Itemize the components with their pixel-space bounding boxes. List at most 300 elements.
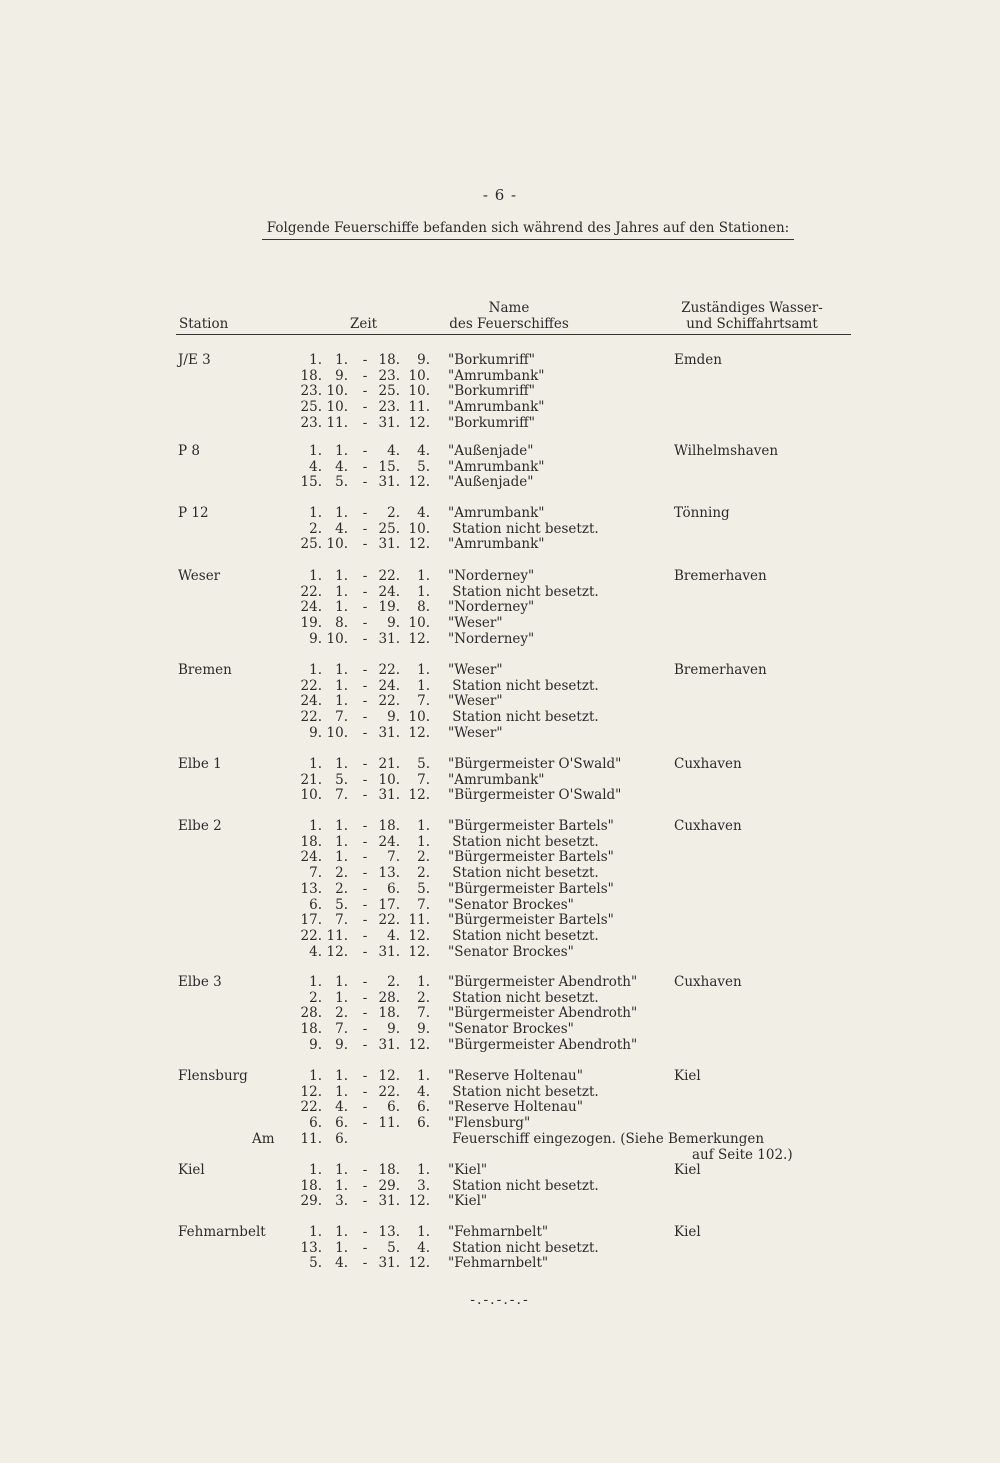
start-day: 1. (309, 568, 322, 584)
table-row (0, 1005, 1000, 1021)
start-month: 6. (335, 1130, 348, 1147)
start-day: 18. (300, 1177, 322, 1194)
start-month: 7. (335, 709, 348, 726)
start-month: 10. (326, 383, 348, 400)
ship-name: "Bürgermeister Bartels" (448, 880, 614, 897)
end-day: 9. (387, 1021, 400, 1038)
end-day: 21. (378, 756, 400, 772)
start-day: 1. (309, 1068, 322, 1084)
date-dash: - (362, 520, 368, 537)
table-row (0, 415, 1000, 431)
end-month: 1. (417, 662, 430, 678)
start-day: 24. (300, 599, 322, 616)
ship-name: "Amrumbank" (448, 505, 545, 521)
date-dash: - (362, 1099, 368, 1116)
end-day: 22. (378, 662, 400, 678)
end-day: 23. (378, 367, 400, 384)
start-month: 10. (326, 399, 348, 416)
start-day: 6. (309, 1115, 322, 1132)
page-heading: Folgende Feuerschiffe befanden sich während des Jahres auf den Stationen: (262, 220, 794, 240)
table-row (0, 399, 1000, 415)
start-day: 2. (309, 520, 322, 537)
table-row (0, 787, 1000, 803)
start-day: 5. (309, 1255, 322, 1272)
end-day: 18. (378, 818, 400, 834)
date-dash: - (362, 1239, 368, 1256)
end-month: 3. (417, 1177, 430, 1194)
date-dash: - (362, 756, 368, 772)
end-month: 5. (417, 880, 430, 897)
table-row (0, 662, 1000, 678)
start-month: 5. (335, 474, 348, 491)
station-name: Elbe 3 (178, 974, 222, 990)
table-row (0, 974, 1000, 990)
column-header-amt-line2: und Schiffahrtsamt (686, 316, 818, 332)
date-dash: - (362, 443, 368, 459)
start-month: 10. (326, 630, 348, 647)
ship-name: "Flensburg" (448, 1115, 531, 1132)
station-name: P 8 (178, 443, 200, 459)
end-month: 11. (408, 912, 430, 929)
start-month: 9. (335, 1036, 348, 1053)
table-row (0, 1099, 1000, 1115)
table-row (0, 678, 1000, 694)
end-day: 4. (387, 927, 400, 944)
date-dash: - (362, 1005, 368, 1022)
end-month: 8. (417, 599, 430, 616)
end-month: 12. (408, 630, 430, 647)
start-day: 1. (309, 818, 322, 834)
start-month: 11. (326, 414, 348, 431)
end-day: 29. (378, 1177, 400, 1194)
table-row (0, 631, 1000, 647)
table-row (0, 536, 1000, 552)
end-month: 12. (408, 536, 430, 553)
ship-name: "Bürgermeister Abendroth" (448, 1005, 638, 1022)
start-day: 1. (309, 662, 322, 678)
column-header-name-line2: des Feuerschiffes (449, 316, 569, 332)
start-month: 1. (335, 1162, 348, 1178)
date-dash: - (362, 1021, 368, 1038)
start-month: 1. (335, 756, 348, 772)
table-row (0, 944, 1000, 960)
responsible-office: Cuxhaven (674, 756, 742, 772)
start-day: 7. (309, 865, 322, 882)
start-month: 7. (335, 787, 348, 804)
date-dash: - (362, 865, 368, 882)
end-day: 9. (387, 615, 400, 632)
date-dash: - (362, 367, 368, 384)
start-month: 10. (326, 724, 348, 741)
start-day: 4. (309, 943, 322, 960)
start-day: 18. (300, 1021, 322, 1038)
end-day: 31. (378, 787, 400, 804)
end-month: 4. (417, 1239, 430, 1256)
date-dash: - (362, 505, 368, 521)
table-row (0, 352, 1000, 368)
end-day: 2. (387, 974, 400, 990)
end-day: 31. (378, 414, 400, 431)
ship-name: "Weser" (448, 693, 503, 710)
date-dash: - (362, 896, 368, 913)
end-month: 10. (408, 520, 430, 537)
start-day: 1. (309, 974, 322, 990)
end-month: 7. (417, 896, 430, 913)
date-dash: - (362, 1068, 368, 1084)
ship-name: Station nicht besetzt. (448, 865, 599, 882)
end-month: 2. (417, 865, 430, 882)
date-dash: - (362, 771, 368, 788)
start-month: 1. (335, 989, 348, 1006)
date-dash: - (362, 989, 368, 1006)
end-day: 6. (387, 880, 400, 897)
end-day: 22. (378, 912, 400, 929)
ship-name: Station nicht besetzt. (448, 709, 599, 726)
start-month: 1. (335, 818, 348, 834)
end-month: 7. (417, 1005, 430, 1022)
end-day: 25. (378, 520, 400, 537)
end-month: 6. (417, 1099, 430, 1116)
end-month: 1. (417, 583, 430, 600)
start-day: 23. (300, 383, 322, 400)
responsible-office: Kiel (674, 1224, 701, 1240)
end-mark: -.-.-.-.- (470, 1292, 530, 1308)
start-month: 4. (335, 1255, 348, 1272)
ship-name: "Amrumbank" (448, 367, 545, 384)
date-dash: - (362, 787, 368, 804)
station-name: Flensburg (178, 1068, 248, 1084)
end-day: 23. (378, 399, 400, 416)
end-month: 10. (408, 615, 430, 632)
ship-name: "Senator Brockes" (448, 896, 574, 913)
start-day: 10. (300, 787, 322, 804)
end-day: 24. (378, 833, 400, 850)
date-dash: - (362, 1193, 368, 1210)
date-dash: - (362, 662, 368, 678)
end-day: 31. (378, 630, 400, 647)
table-row (0, 1224, 1000, 1240)
ship-name: "Bürgermeister Bartels" (448, 818, 614, 834)
ship-name: Station nicht besetzt. (448, 677, 599, 694)
date-dash: - (362, 474, 368, 491)
start-day: 29. (300, 1193, 322, 1210)
ship-name: Station nicht besetzt. (448, 1083, 599, 1100)
start-month: 1. (335, 1239, 348, 1256)
end-month: 1. (417, 1162, 430, 1178)
table-row (0, 1255, 1000, 1271)
start-month: 1. (335, 1083, 348, 1100)
table-row (0, 584, 1000, 600)
end-month: 1. (417, 1068, 430, 1084)
end-day: 13. (378, 1224, 400, 1240)
table-row (0, 1193, 1000, 1209)
table-row (0, 1037, 1000, 1053)
end-month: 12. (408, 1036, 430, 1053)
end-day: 7. (387, 849, 400, 866)
end-day: 28. (378, 989, 400, 1006)
end-day: 13. (378, 865, 400, 882)
start-day: 23. (300, 414, 322, 431)
table-row (0, 865, 1000, 881)
date-dash: - (362, 912, 368, 929)
end-month: 1. (417, 677, 430, 694)
date-dash: - (362, 1224, 368, 1240)
page-number: - 6 - (482, 186, 518, 204)
ship-name: "Norderney" (448, 630, 535, 647)
table-row (0, 474, 1000, 490)
end-month: 10. (408, 709, 430, 726)
ship-name: "Amrumbank" (448, 536, 545, 553)
start-day: 9. (309, 724, 322, 741)
ship-name: "Amrumbank" (448, 458, 545, 475)
column-header-amt-line1: Zuständiges Wasser- (681, 300, 823, 316)
end-day: 12. (378, 1068, 400, 1084)
end-month: 9. (417, 1021, 430, 1038)
table-row (0, 443, 1000, 459)
ship-name: "Borkumriff" (448, 414, 535, 431)
date-dash: - (362, 974, 368, 990)
end-day: 24. (378, 583, 400, 600)
start-day: 6. (309, 896, 322, 913)
end-day: 17. (378, 896, 400, 913)
responsible-office: Bremerhaven (674, 662, 767, 678)
start-day: 22. (300, 1099, 322, 1116)
table-row (0, 897, 1000, 913)
start-day: 18. (300, 833, 322, 850)
ship-name: "Kiel" (448, 1162, 488, 1178)
start-day: 15. (300, 474, 322, 491)
end-month: 2. (417, 849, 430, 866)
ship-name: Station nicht besetzt. (448, 927, 599, 944)
start-day: 4. (309, 458, 322, 475)
ship-name: Station nicht besetzt. (448, 989, 599, 1006)
date-prefix: Am (252, 1130, 275, 1147)
date-dash: - (362, 1255, 368, 1272)
responsible-office: Kiel (674, 1068, 701, 1084)
ship-name: "Weser" (448, 615, 503, 632)
date-dash: - (362, 1083, 368, 1100)
ship-name: "Amrumbank" (448, 771, 545, 788)
start-month: 1. (335, 568, 348, 584)
table-row (0, 1021, 1000, 1037)
end-month: 9. (417, 352, 430, 368)
ship-name: "Reserve Holtenau" (448, 1099, 583, 1116)
start-day: 13. (300, 1239, 322, 1256)
start-day: 11. (300, 1130, 322, 1147)
date-dash: - (362, 1115, 368, 1132)
start-month: 1. (335, 443, 348, 459)
end-month: 1. (417, 818, 430, 834)
end-day: 10. (378, 771, 400, 788)
station-name: Kiel (178, 1162, 205, 1178)
end-month: 4. (417, 505, 430, 521)
start-month: 7. (335, 1021, 348, 1038)
start-month: 1. (335, 849, 348, 866)
date-dash: - (362, 693, 368, 710)
start-month: 4. (335, 458, 348, 475)
start-month: 1. (335, 833, 348, 850)
date-dash: - (362, 615, 368, 632)
start-month: 1. (335, 599, 348, 616)
table-row (0, 383, 1000, 399)
end-day: 4. (387, 443, 400, 459)
end-day: 5. (387, 1239, 400, 1256)
table-row (0, 1115, 1000, 1131)
end-day: 31. (378, 536, 400, 553)
column-header-name-line1: Name (488, 300, 530, 316)
start-month: 1. (335, 974, 348, 990)
table-row (0, 709, 1000, 725)
date-dash: - (362, 536, 368, 553)
end-month: 12. (408, 474, 430, 491)
end-day: 31. (378, 1255, 400, 1272)
date-dash: - (362, 943, 368, 960)
date-dash: - (362, 399, 368, 416)
start-day: 12. (300, 1083, 322, 1100)
table-row (0, 368, 1000, 384)
responsible-office: Cuxhaven (674, 974, 742, 990)
end-day: 25. (378, 383, 400, 400)
start-month: 10. (326, 536, 348, 553)
start-month: 5. (335, 771, 348, 788)
table-row (0, 521, 1000, 537)
ship-name: "Bürgermeister Bartels" (448, 849, 614, 866)
ship-name: "Reserve Holtenau" (448, 1068, 583, 1084)
ship-name: "Fehmarnbelt" (448, 1224, 549, 1240)
end-day: 18. (378, 1005, 400, 1022)
end-day: 31. (378, 1036, 400, 1053)
start-day: 24. (300, 849, 322, 866)
ship-name: "Bürgermeister O'Swald" (448, 756, 622, 772)
ship-name: "Weser" (448, 724, 503, 741)
date-dash: - (362, 568, 368, 584)
ship-name: "Norderney" (448, 568, 535, 584)
responsible-office: Tönning (674, 505, 730, 521)
end-month: 12. (408, 414, 430, 431)
start-day: 21. (300, 771, 322, 788)
start-day: 1. (309, 1162, 322, 1178)
start-day: 17. (300, 912, 322, 929)
table-row (0, 505, 1000, 521)
ship-name: Station nicht besetzt. (448, 583, 599, 600)
column-header-name (440, 300, 578, 332)
end-month: 12. (408, 787, 430, 804)
date-dash: - (362, 1162, 368, 1178)
date-dash: - (362, 383, 368, 400)
end-month: 2. (417, 989, 430, 1006)
table-row (0, 1068, 1000, 1084)
end-day: 22. (378, 693, 400, 710)
start-day: 1. (309, 443, 322, 459)
ship-name: Station nicht besetzt. (448, 1177, 599, 1194)
start-day: 13. (300, 880, 322, 897)
end-month: 12. (408, 943, 430, 960)
column-header-zeit: Zeit (350, 316, 378, 332)
start-day: 22. (300, 583, 322, 600)
date-dash: - (362, 927, 368, 944)
ship-name: "Fehmarnbelt" (448, 1255, 549, 1272)
end-month: 4. (417, 443, 430, 459)
table-row (0, 912, 1000, 928)
end-month: 1. (417, 568, 430, 584)
end-month: 5. (417, 458, 430, 475)
start-month: 9. (335, 367, 348, 384)
start-day: 1. (309, 352, 322, 368)
ship-name: "Borkumriff" (448, 383, 535, 400)
date-dash: - (362, 630, 368, 647)
ship-name: "Weser" (448, 662, 503, 678)
start-day: 1. (309, 756, 322, 772)
end-day: 22. (378, 568, 400, 584)
end-day: 24. (378, 677, 400, 694)
table-row (0, 772, 1000, 788)
station-name: Elbe 2 (178, 818, 222, 834)
start-month: 5. (335, 896, 348, 913)
date-dash: - (362, 352, 368, 368)
start-day: 9. (309, 1036, 322, 1053)
start-month: 3. (335, 1193, 348, 1210)
start-month: 6. (335, 1115, 348, 1132)
column-header-station: Station (179, 316, 229, 332)
start-month: 4. (335, 1099, 348, 1116)
start-month: 4. (335, 520, 348, 537)
table-row (0, 756, 1000, 772)
remark-continuation: auf Seite 102.) (692, 1146, 793, 1163)
table-row (0, 459, 1000, 475)
start-month: 8. (335, 615, 348, 632)
station-name: Bremen (178, 662, 232, 678)
table-row (0, 568, 1000, 584)
start-day: 22. (300, 709, 322, 726)
start-day: 24. (300, 693, 322, 710)
start-day: 1. (309, 1224, 322, 1240)
date-dash: - (362, 849, 368, 866)
end-month: 10. (408, 367, 430, 384)
start-day: 18. (300, 367, 322, 384)
start-month: 11. (326, 927, 348, 944)
end-day: 15. (378, 458, 400, 475)
ship-name: "Borkumriff" (448, 352, 535, 368)
table-row (0, 990, 1000, 1006)
ship-name: "Bürgermeister Abendroth" (448, 974, 638, 990)
table-row (0, 725, 1000, 741)
table-row (0, 1084, 1000, 1100)
start-day: 9. (309, 630, 322, 647)
end-month: 1. (417, 1224, 430, 1240)
date-dash: - (362, 677, 368, 694)
date-dash: - (362, 1177, 368, 1194)
date-dash: - (362, 414, 368, 431)
start-day: 25. (300, 399, 322, 416)
table-row (0, 834, 1000, 850)
end-month: 11. (408, 399, 430, 416)
date-dash: - (362, 709, 368, 726)
start-day: 22. (300, 677, 322, 694)
start-month: 2. (335, 1005, 348, 1022)
ship-name: "Norderney" (448, 599, 535, 616)
ship-name: "Außenjade" (448, 443, 534, 459)
start-day: 25. (300, 536, 322, 553)
date-dash: - (362, 583, 368, 600)
end-day: 6. (387, 1099, 400, 1116)
table-row (0, 599, 1000, 615)
header-rule (176, 334, 851, 335)
end-month: 12. (408, 724, 430, 741)
table-row (0, 615, 1000, 631)
station-name: J/E 3 (178, 352, 211, 368)
start-month: 1. (335, 662, 348, 678)
ship-name: "Senator Brockes" (448, 1021, 574, 1038)
